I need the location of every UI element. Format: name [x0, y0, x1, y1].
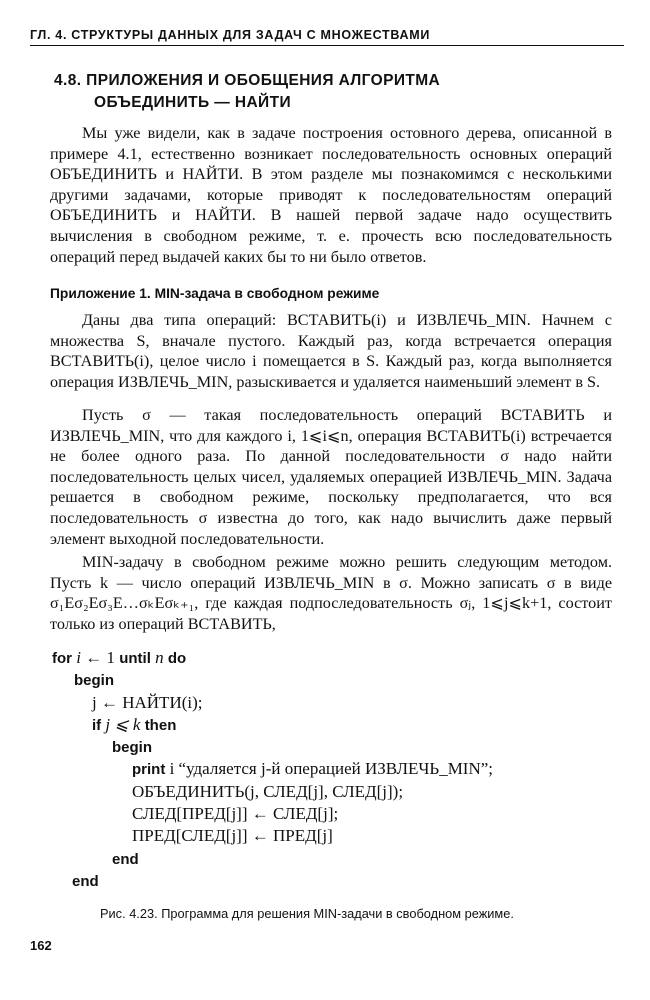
paragraph-2: Даны два типа операций: ВСТАВИТЬ(i) и ИЗВЛЕЧЬ_MIN. Начнем с множества S, вначале пустого. Каждый раз, когда встречается операция ВСТАВИТЬ(i), целое число i помещается в S. Каждый раз, когда выполняется операция ИЗВЛЕЧЬ_MIN, разыскивается и удаляется наименьший элемент в S.: [50, 311, 612, 391]
code-line-begin: [52, 669, 612, 691]
code-line-next: СЛЕД[ПРЕД[j]] ← СЛЕД[j];: [132, 804, 339, 824]
paragraph-3: Пусть σ — такая последовательность операций ВСТАВИТЬ и ИЗВЛЕЧЬ_MIN, что для каждого i, 1⩽i⩽n, операция ВСТАВИТЬ(i) встречается не более одного раза. По данной последовательности σ надо найти последовательность целых чисел, удаляемых операцией ИЗВЛЕЧЬ_MIN. Задача решается в свободном режиме, поскольку предполагается, что вся последовательность σ известна до того, как надо вычислить даже первый элемент выходной последовательности.: [50, 406, 612, 548]
subheading: Приложение 1. MIN-задача в свободном режиме: [50, 286, 380, 301]
code-line-end-inner: [52, 848, 612, 870]
section-title-line-2: ОБЪЕДИНИТЬ — НАЙТИ: [94, 94, 291, 111]
code-line-prev: ПРЕД[СЛЕД[j]] ← ПРЕД[j]: [132, 826, 333, 846]
code-line-find: j ← НАЙТИ(i);: [92, 692, 203, 712]
keyword-end-inner: end: [112, 850, 139, 868]
code-line-if: [52, 714, 612, 736]
section-title: [54, 70, 574, 114]
code-listing: [52, 647, 612, 892]
keyword-if: if: [92, 716, 102, 734]
keyword-begin-inner: begin: [112, 739, 152, 757]
keyword-for: for: [52, 650, 72, 667]
code-line-for: [52, 647, 612, 669]
section-title-line-1: 4.8. ПРИЛОЖЕНИЯ И ОБОБЩЕНИЯ АЛГОРИТМА: [54, 72, 441, 89]
code-text: ← 1: [80, 648, 120, 667]
keyword-end: end: [72, 872, 99, 890]
code-line-print: [52, 758, 612, 780]
running-head: ГЛ. 4. СТРУКТУРЫ ДАННЫХ ДЛЯ ЗАДАЧ С МНОЖЕСТВАМИ: [30, 28, 624, 46]
code-line-end: [52, 870, 612, 892]
paragraph-4: MIN-задачу в свободном режиме можно решить следующим методом. Пусть k — число операций ИЗВЛЕЧЬ_MIN в σ. Можно записать σ в виде σ₁Eσ₂Eσ₃E…σₖEσₖ₊₁, где каждая подпоследовательность σⱼ, 1⩽j⩽k+1, состоит только из операций ВСТАВИТЬ,: [50, 553, 612, 633]
keyword-print: print: [132, 761, 166, 779]
code-condition: j ⩽ k: [101, 714, 145, 734]
page-number: 162: [30, 938, 52, 953]
code-line-union: ОБЪЕДИНИТЬ(j, СЛЕД[j], СЛЕД[j]);: [132, 781, 404, 801]
keyword-then: then: [144, 716, 177, 734]
code-line-begin-inner: [52, 736, 612, 758]
code-text: i “удаляется j-й операцией ИЗВЛЕЧЬ_MIN”;: [165, 759, 494, 779]
paragraph-1: Мы уже видели, как в задаче построения остовного дерева, описанной в примере 4.1, естественно возникает последовательность основных операций ОБЪЕДИНИТЬ и НАЙТИ. В этом разделе мы познакомимся с несколькими другими задачами, которые приводят к последовательностям операций ОБЪЕДИНИТЬ и НАЙТИ. В нашей первой задаче надо осуществить вычисления в свободном режиме, т. е. прочесть всю последовательность операций перед выдачей каких бы то ни было ответов.: [50, 124, 612, 266]
keyword-begin: begin: [74, 672, 114, 690]
keyword-do: do: [167, 650, 187, 667]
figure-caption: Рис. 4.23. Программа для решения MIN-задачи в свободном режиме.: [100, 906, 514, 921]
code-var: i: [76, 648, 81, 667]
keyword-until: until: [119, 650, 151, 667]
code-var: n: [150, 648, 168, 667]
